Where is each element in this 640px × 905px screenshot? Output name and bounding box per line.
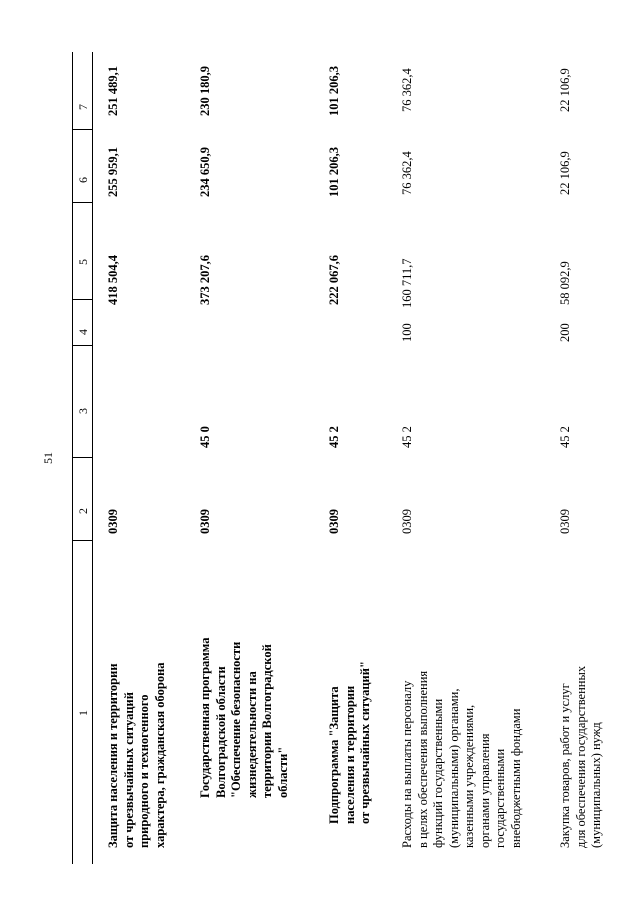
row-program-code: 45 2 — [558, 426, 572, 448]
row-value-7: 101 206,3 — [327, 66, 341, 116]
row-section-code: 0309 — [327, 509, 341, 534]
header-col-2: 2 — [76, 508, 90, 514]
budget-table — [72, 52, 632, 864]
header-col-4: 4 — [76, 329, 90, 335]
row-program-code: 45 2 — [400, 426, 414, 448]
row-name: Закупка товаров, работ и услуг для обеспечения государственных (муниципальных) нужд — [558, 665, 603, 848]
row-section-code: 0309 — [198, 509, 212, 534]
row-program-code: 45 0 — [198, 426, 212, 448]
row-value-7: 230 180,9 — [198, 66, 212, 116]
header-col-6: 6 — [76, 177, 90, 183]
row-expense-type: 100 — [400, 323, 414, 342]
row-value-5: 222 067,6 — [327, 255, 341, 305]
row-name: Государственная программа Волгоградской области "Обеспечение безопасности жизнедеятельности на территории Волгоградской области" — [198, 637, 290, 798]
row-name: Подпрограмма "Защита населения и территории от чрезвычайных ситуаций" — [327, 661, 372, 824]
header-col-3: 3 — [76, 408, 90, 414]
header-col-1: 1 — [76, 710, 90, 716]
row-value-5: 373 207,6 — [198, 255, 212, 305]
row-value-6: 255 959,1 — [106, 147, 120, 197]
row-value-6: 101 206,3 — [327, 147, 341, 197]
row-expense-type: 200 — [558, 323, 572, 342]
row-value-7: 76 362,4 — [400, 68, 414, 112]
row-name: Защита населения и территории от чрезвычайных ситуаций природного и техногенного характера, гражданская оборона — [106, 662, 167, 848]
header-col-5: 5 — [76, 259, 90, 265]
row-section-code: 0309 — [400, 509, 414, 534]
row-value-6: 22 106,9 — [558, 151, 572, 195]
row-value-5: 58 092,9 — [558, 261, 572, 305]
row-value-5: 160 711,7 — [400, 258, 414, 308]
row-program-code: 45 2 — [327, 426, 341, 448]
row-section-code: 0309 — [106, 509, 120, 534]
row-section-code: 0309 — [558, 509, 572, 534]
row-value-7: 22 106,9 — [558, 68, 572, 112]
row-value-7: 251 489,1 — [106, 66, 120, 116]
row-value-6: 76 362,4 — [400, 151, 414, 195]
row-value-6: 234 650,9 — [198, 147, 212, 197]
row-value-5: 418 504,4 — [106, 255, 120, 305]
row-name: Расходы на выплаты персоналу в целях обеспечения выполнения функций государственными (муниципальными) органами, казенными учреждениями, органами управления государственными внебюджетными фондами — [400, 670, 523, 848]
page-number: 51 — [41, 452, 55, 464]
header-col-7: 7 — [76, 104, 90, 110]
